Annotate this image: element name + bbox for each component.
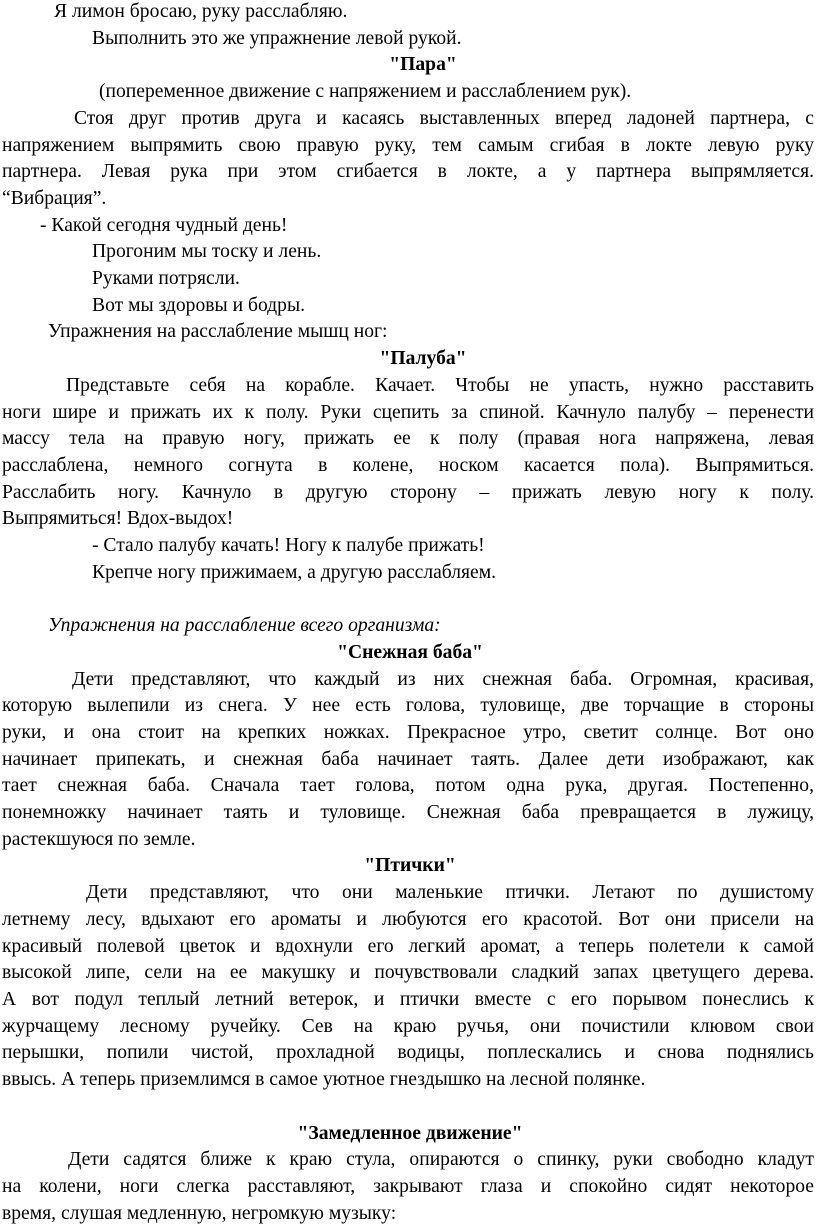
text-line: Я лимон бросаю, руку расслабляю. bbox=[54, 1, 348, 22]
paragraph-line: растекшуюся по земле. bbox=[2, 828, 196, 850]
verse-line: - Стало палубу качать! Ногу к палубе прижать! bbox=[92, 535, 485, 557]
paragraph-line: “Вибрация”. bbox=[2, 187, 107, 209]
paragraph-line: ввысь. А теперь приземлимся в самое уютное гнездышко на лесной полянке. bbox=[2, 1069, 646, 1091]
verse-line: Руками потрясли. bbox=[92, 268, 240, 290]
section-title-paluba: "Палуба" bbox=[379, 348, 467, 370]
paragraph-line: Стоя друг против друга и касаясь выставленных вперед ладоней партнера, с bbox=[74, 107, 814, 129]
paragraph-line: летнему лесу, вдыхают его ароматы и любуются его красотой. Вот они присели на bbox=[2, 908, 814, 930]
paragraph-line: перышки, попили чистой, прохладной водицы, поплескались и снова поднялись bbox=[2, 1042, 814, 1064]
paragraph-line: А вот подул теплый летний ветерок, и птички вместе с его порывом понеслись к bbox=[2, 989, 814, 1010]
paragraph-line: расслаблена, немного согнута в колене, носком касается пола). Выпрямиться. bbox=[2, 454, 814, 476]
paragraph-line: Выпрямиться! Вдох-выдох! bbox=[2, 508, 234, 530]
paragraph-line: журчащему лесному ручейку. Сев на краю ручья, они почистили клювом свои bbox=[2, 1015, 814, 1037]
paragraph-line: понемножку начинает таять и туловище. Снежная баба превращается в лужицу, bbox=[2, 802, 814, 824]
section-title-snow: "Снежная баба" bbox=[337, 641, 483, 663]
paragraph-line: тает снежная баба. Сначала тает голова, потом одна рука, другая. Постепенно, bbox=[2, 775, 814, 797]
paragraph-line: Дети представляют, что каждый из них снежная баба. Огромная, красивая, bbox=[72, 668, 814, 690]
section-title-birds: "Птички" bbox=[364, 855, 456, 877]
paragraph-line: на колени, ноги слегка расставляют, закрывают глаза и спокойно сидят некоторое bbox=[2, 1175, 814, 1197]
text-line: Выполнить это же упражнение левой рукой. bbox=[92, 27, 462, 49]
paragraph-line: массу тела на правую ногу, прижать ее к полу (правая нога напряжена, левая bbox=[2, 428, 814, 450]
paragraph-line: партнера. Левая рука при этом сгибается в локте, а у партнера выпрямляется. bbox=[2, 161, 814, 183]
paragraph-line: время, слушая медленную, негромкую музыку: bbox=[2, 1202, 397, 1224]
paragraph-line: ноги шире и прижать их к полу. Руки сцепить за спиной. Качнуло палубу – перенести bbox=[2, 401, 814, 423]
paragraph-line: красивый полевой цветок и вдохнули его легкий аромат, а теперь полетели к самой bbox=[2, 935, 814, 957]
paragraph-line: начинает припекать, и снежная баба начинает таять. Далее дети изображают, как bbox=[2, 748, 814, 770]
section-title-para: "Пара" bbox=[389, 54, 457, 76]
section-subtitle: (попеременное движение с напряжением и расслаблением рук). bbox=[99, 81, 632, 103]
paragraph-line: которую вылепили из снега. У нее есть голова, туловище, две торчащие в стороны bbox=[2, 695, 814, 717]
section-heading-legs: Упражнения на расслабление мышц ног: bbox=[48, 321, 388, 343]
blank-line bbox=[2, 586, 814, 613]
verse-line: - Какой сегодня чудный день! bbox=[40, 214, 288, 236]
paragraph-line: Расслабить ногу. Качнуло в другую сторону – прижать левую ногу к полу. bbox=[2, 481, 814, 503]
paragraph-line: Представьте себя на корабле. Качает. Чтобы не упасть, нужно расставить bbox=[66, 374, 814, 396]
verse-line: Прогоним мы тоску и лень. bbox=[92, 241, 322, 263]
paragraph-line: высокой липе, сели на ее макушку и почувствовали сладкий запах цветущего дерева. bbox=[2, 962, 814, 984]
section-title-slow: "Замедленное движение" bbox=[297, 1122, 523, 1144]
verse-line: Крепче ногу прижимаем, а другую расслабляем. bbox=[92, 561, 497, 583]
blank-line bbox=[2, 1094, 814, 1121]
paragraph-line: напряжением выпрямить свою правую руку, тем самым сгибая в локте левую руку bbox=[2, 134, 814, 156]
paragraph-line: Дети представляют, что они маленькие птички. Летают по душистому bbox=[86, 882, 814, 904]
paragraph-line: руки, и она стоит на крепких ножках. Прекрасное утро, светит солнце. Вот оно bbox=[2, 721, 814, 743]
verse-line: Вот мы здоровы и бодры. bbox=[92, 294, 306, 316]
section-heading-whole: Упражнения на расслабление всего организма: bbox=[48, 615, 441, 637]
paragraph-line: Дети садятся ближе к краю стула, опираются о спинку, руки свободно кладут bbox=[68, 1149, 814, 1171]
